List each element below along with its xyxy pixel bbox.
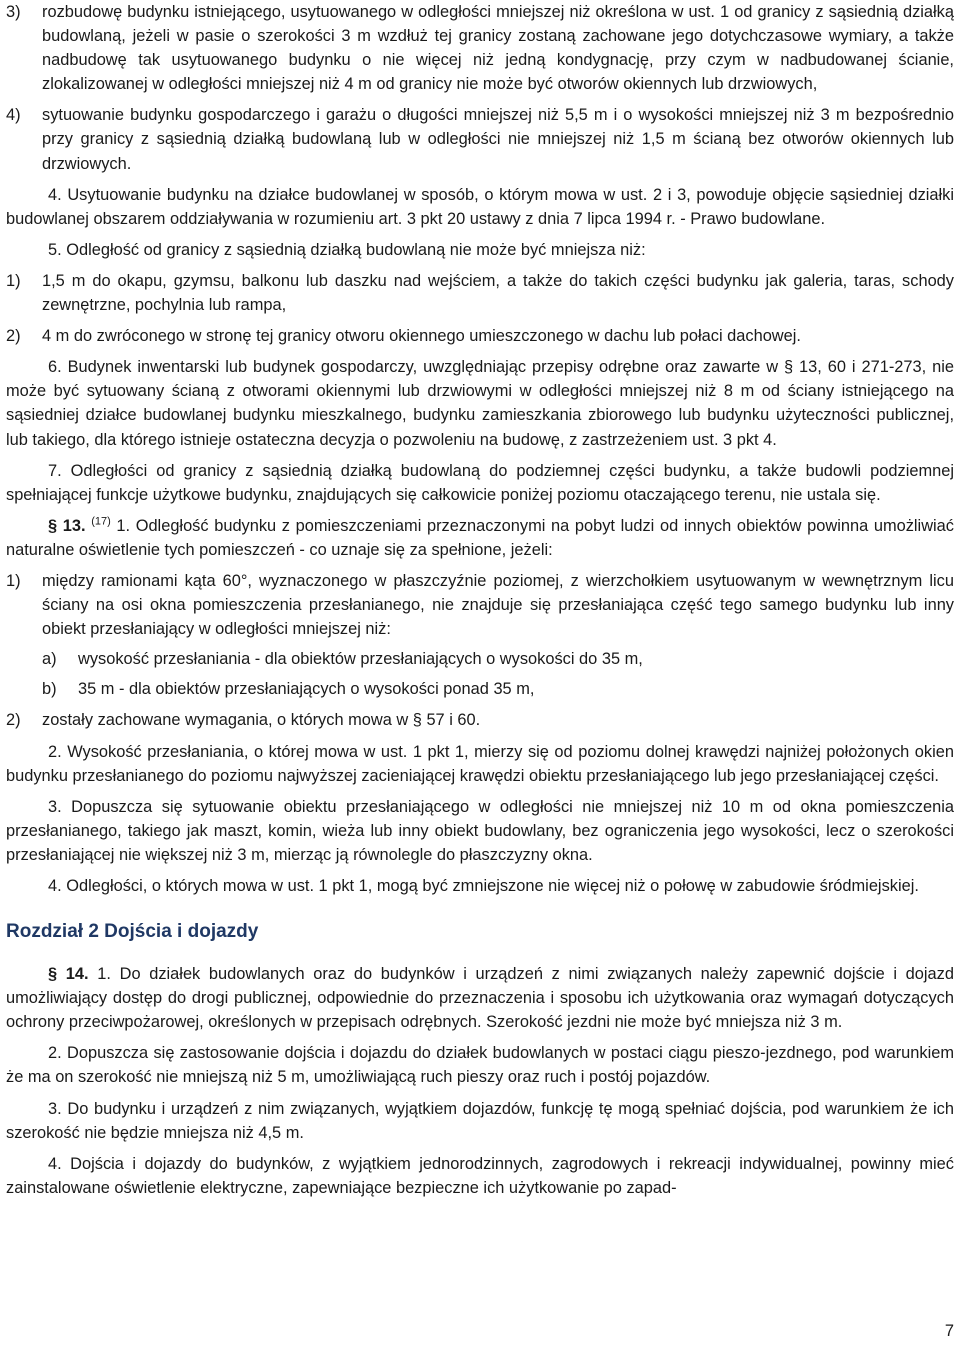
document-page xyxy=(6,0,954,1200)
sub-list-item-letter: b) xyxy=(42,680,57,699)
sub-list-item-text: 35 m - dla obiektów przesłaniających o wysokości ponad 35 m, xyxy=(78,680,535,699)
list-item xyxy=(6,569,954,641)
list-item xyxy=(6,0,954,96)
footnote-marker: (17) xyxy=(91,515,111,528)
section-14-label: § 14. xyxy=(48,965,89,984)
paragraph-14-ust-3: 3. Do budynku i urządzeń z nim związanych, wyjątkiem dojazdów, funkcję tę mogą spełniać dojścia, pod warunkiem że ich szerokość nie będzie mniejsza niż 4,5 m. xyxy=(6,1099,954,1142)
list-item-number: 1) xyxy=(6,271,21,290)
list-item xyxy=(6,103,954,175)
list-item-number: 2) xyxy=(6,711,21,730)
list-item-number: 1) xyxy=(6,571,21,590)
list-item-text: między ramionami kąta 60°, wyznaczonego w płaszczyźnie poziomej, z wierzchołkiem usytuowanym w wewnętrznym licu ściany na osi okna pomieszczenia przesłanianego, nie znajduje się przesłaniająca część tego samego budynku lub inny obiekt przesłaniający w odległości mniejszej niż: xyxy=(42,571,954,639)
paragraph-13-ust-4: 4. Odległości, o których mowa w ust. 1 pkt 1, mogą być zmniejszone nie więcej niż o połowę w zabudowie śródmiejskiej. xyxy=(48,877,919,895)
sub-list-item xyxy=(42,677,954,701)
list-item xyxy=(6,708,954,732)
section-13-label: § 13. xyxy=(48,516,86,535)
paragraph-13-ust-3: 3. Dopuszcza się sytuowanie obiektu przesłaniającego w odległości nie mniejszej niż 10 m od okna pomieszczenia przesłanianego, takiego jak maszt, komin, wieża lub inny obiekt budowlany, bez ograniczenia jego wysokości, lecz o szerokości przesłaniającej nie większej niż 3 m, mierząc ją równolegle do płaszczyzny okna. xyxy=(6,797,954,864)
sub-list-item-letter: a) xyxy=(42,650,57,669)
paragraph-ust-5: 5. Odległość od granicy z sąsiednią działką budowlaną nie może być mniejsza niż: xyxy=(48,240,646,259)
list-item-number: 2) xyxy=(6,327,21,346)
sub-list-item xyxy=(42,647,954,671)
paragraph-ust-6: 6. Budynek inwentarski lub budynek gospodarczy, uwzględniając przepisy odrębne oraz zawarte w § 13, 60 i 271-273, nie może być sytuowany ścianą z otworami okiennymi lub drzwiowymi w odległości mniejszej niż 8 m od ściany istniejącego na sąsiedniej działce budowlanej budynku mieszkalnego, budynku zamieszkania zbiorowego lub budynku użyteczności publicznej, lub takiego, dla którego istnieje ostateczna decyzja o pozwoleniu na budowę, z zastrzeżeniem ust. 3 pkt 4. xyxy=(6,358,954,449)
list-item xyxy=(6,324,954,348)
sub-list-item-text: wysokość przesłaniania - dla obiektów przesłaniających o wysokości do 35 m, xyxy=(78,650,643,669)
paragraph-ust-7: 7. Odległości od granicy z sąsiednią działką budowlaną do podziemnej części budynku, a także budowli podziemnej spełniającej funkcje użytkowe budynku, znajdujących się całkowicie poniżej poziomu otaczającego terenu, nie ustala się. xyxy=(6,461,954,504)
section-14-text: 1. Do działek budowlanych oraz do budynków i urządzeń z nimi związanych należy zapewnić dojście i dojazd umożliwiający dostęp do drogi publicznej, odpowiednie do przeznaczenia i sposobu ich użytkowania oraz wymagań dotyczących ochrony przeciwpożarowej, określonych w przepisach odrębnych. Szerokość jezdni nie może być mniejsza niż 3 m. xyxy=(6,965,954,1032)
list-item-number: 3) xyxy=(6,3,21,21)
chapter-heading: Rozdział 2 Dojścia i dojazdy xyxy=(6,921,259,943)
section-13-text: 1. Odległość budynku z pomieszczeniami przeznaczonymi na pobyt ludzi od innych obiektów powinna umożliwiać naturalne oświetlenie tych pomieszczeń - co uznaje się za spełnione, jeżeli: xyxy=(6,516,954,559)
list-item-text: 1,5 m do okapu, gzymsu, balkonu lub daszku nad wejściem, a także do takich części budynku jak galeria, taras, schody zewnętrzne, pochylnia lub rampa, xyxy=(42,271,954,315)
paragraph-14-ust-2: 2. Dopuszcza się zastosowanie dojścia i dojazdu do działek budowlanych w postaci ciągu pieszo-jezdnego, pod warunkiem że ma on szerokość nie mniejszą niż 5 m, umożliwiającą ruch pieszy oraz ruch i postój pojazdów. xyxy=(6,1044,954,1087)
list-item xyxy=(6,269,954,317)
paragraph-ust-4: 4. Usytuowanie budynku na działce budowlanej w sposób, o którym mowa w ust. 2 i 3, powoduje objęcie sąsiedniej działki budowlanej obszarem oddziaływania w rozumieniu art. 3 pkt 20 ustawy z dnia 7 lipca 1994 r. - Prawo budowlane. xyxy=(6,185,954,228)
page-number: 7 xyxy=(944,1322,954,1340)
list-item-number: 4) xyxy=(6,106,21,125)
list-item-text: rozbudowę budynku istniejącego, usytuowanego w odległości mniejszej niż określona w ust. 1 od granicy z sąsiednią działką budowlaną, jeżeli w pasie o szerokości 3 m wzdłuż tej granicy zostaną zachowane jego dotychczasowe wymiary, a także nadbudowę tak usytuowanego budynku o nie więcej niż jedną kondygnację, przy czym w nadbudowanej ścianie, zlokalizowanej w odległości mniejszej niż 4 m od granicy nie może być otworów okiennych lub drzwiowych, xyxy=(42,3,954,94)
paragraph-14-ust-4: 4. Dojścia i dojazdy do budynków, z wyjątkiem jednorodzinnych, zagrodowych i rekreacji indywidualnej, powinny mieć zainstalowane oświetlenie elektryczne, zapewniające bezpieczne ich użytkowanie po zapad- xyxy=(6,1154,954,1197)
paragraph-section-13 xyxy=(6,514,954,562)
paragraph-section-14 xyxy=(6,962,954,1034)
list-item-text: sytuowanie budynku gospodarczego i garażu o długości mniejszej niż 5,5 m i o wysokości mniejszej niż 3 m bezpośrednio przy granicy z sąsiednią działką budowlaną lub w odległości nie mniejszej niż 1,5 m ścianą bez otworów okiennych lub drzwiowych. xyxy=(42,106,954,173)
list-item-text: 4 m do zwróconego w stronę tej granicy otworu okiennego umieszczonego w dachu lub połaci dachowej. xyxy=(42,327,801,346)
paragraph-13-ust-2: 2. Wysokość przesłaniania, o której mowa w ust. 1 pkt 1, mierzy się od poziomu dolnej krawędzi najniżej położonych okien budynku przesłanianego do poziomu najwyższej zacieniającej krawędzi obiektu przesłaniającego lub jego przesłaniającej części. xyxy=(6,742,954,785)
list-item-text: zostały zachowane wymagania, o których mowa w § 57 i 60. xyxy=(42,711,481,730)
